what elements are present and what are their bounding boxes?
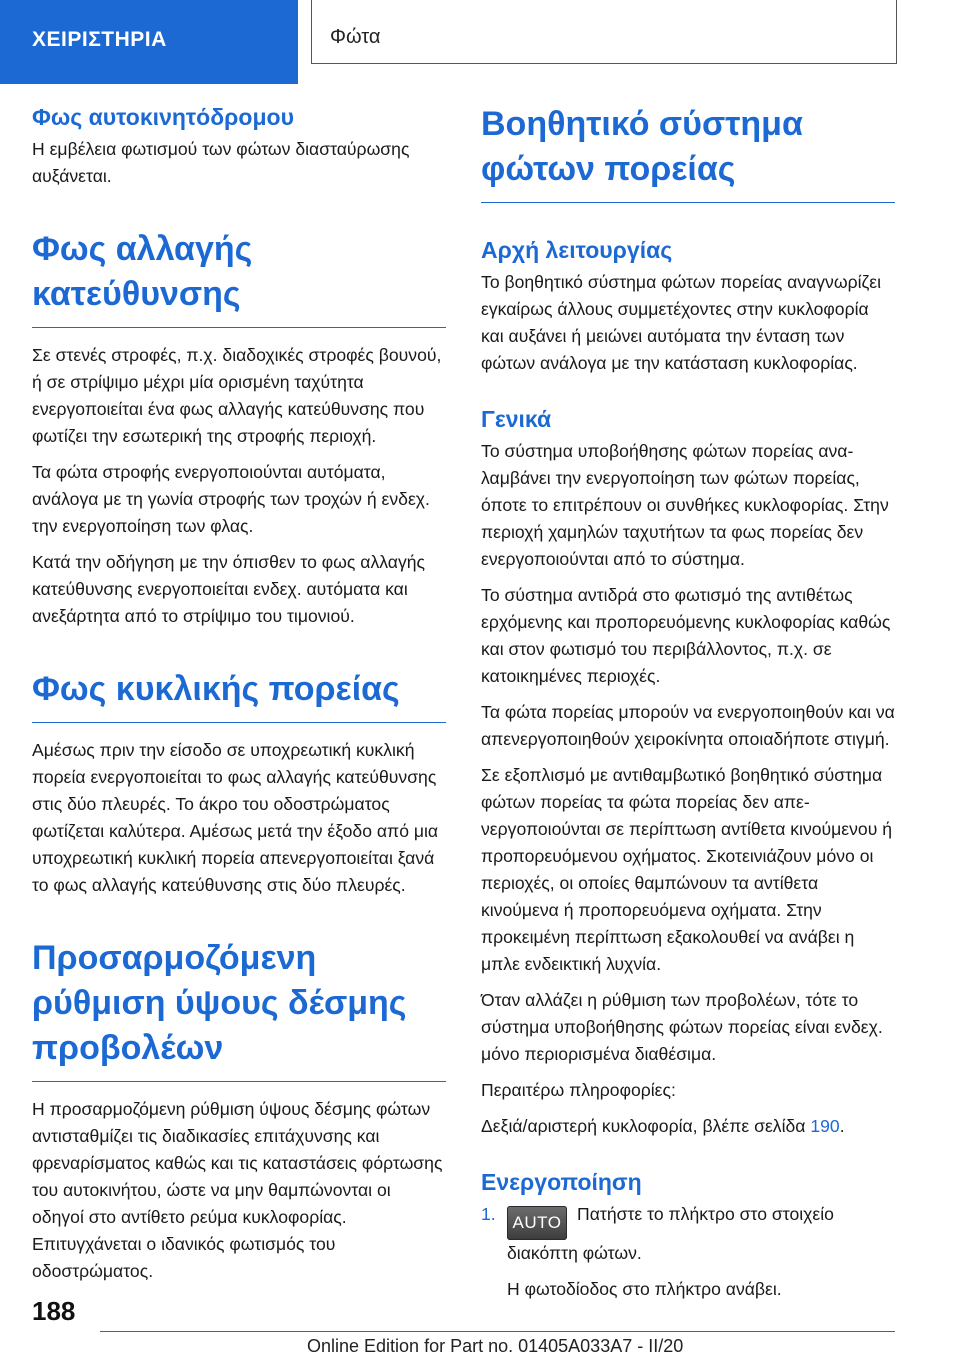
motorway-light-heading: Φως αυτοκινητόδρομου	[32, 104, 294, 130]
left-column	[32, 102, 446, 1294]
general-heading: Γενικά	[481, 406, 552, 432]
roundabout-light-text: Αμέσως πριν την είσοδο σε υποχρεωτική κυκλική πορεία ενεργοποιείται το φως αλλαγής κατεύθυνσης στις δύο πλευρές. Το άκρο του οδοστρώματος φωτίζεται καλύτερα. Αμέσως μετά την έξοδο από μια υποχρεωτική κυκλική πορεία απενεργοποιείται ξανά το φως αλλαγής κατεύθυνσης στις δύο πλευρές.	[32, 740, 439, 895]
general-text-6: Περαιτέρω πληροφορίες:	[481, 1080, 676, 1100]
general-text-3: Τα φώτα πορείας μπορούν να ενεργοποιηθούν και να απενεργοποιηθούν χειροκίνητα οποιαδήποτε στιγμή.	[481, 702, 895, 749]
step-note: Η φωτοδίοδος στο πλήκτρο ανάβει.	[507, 1279, 782, 1299]
turning-light-text-2: Τα φώτα στροφής ενεργοποιούνται αυτόματα, ανάλογα με τη γωνία στροφής των τροχών ή ενδεχ. την ενεργοποίηση των φλας.	[32, 462, 430, 536]
step-number: 1.	[481, 1204, 496, 1224]
principle-text: Το βοηθητικό σύστημα φώτων πορείας αναγνωρίζει εγκαίρως άλλους συμμετέχοντες στην κυκλοφορία και αυξάνει ή μειώνει αυτόματα την ένταση των φώτων ανάλογα με την κατάσταση κυκλοφορίας.	[481, 272, 882, 373]
step-instruction	[507, 1201, 895, 1267]
beam-adjustment-text: Η προσαρμοζόμενη ρύθμιση ύψους δέσμης φώτων αντισταθμίζει τις διαδικασίες επιτάχυνσης και φρεναρίσματος καθώς και τις καταστάσεις φόρτωσης του αυτοκινήτου, ώστε να μην θαμπώνονται οι οδηγοί στο αντίθετο ρεύμα κυκλοφορίας. Επιτυγχάνεται ο ιδανικός φωτισμός του οδοστρώματος.	[32, 1099, 443, 1281]
footer-divider	[100, 1331, 895, 1332]
auto-button-icon: AUTO	[507, 1206, 567, 1240]
high-beam-assistant-heading: Βοηθητικό σύστημα φώτων πορείας	[481, 102, 895, 203]
activation-heading: Ενεργοποίηση	[481, 1169, 642, 1195]
general-text-2: Το σύστημα αντιδρά στο φωτισμό της αντιθέτως ερχόμενης και προπορευόμενης κυκλοφορίας καθώς και στον φωτισμό του περιβάλλοντος, π.χ. σε κατοικημένες περιοχές.	[481, 585, 891, 686]
cross-reference-text: Δεξιά/αριστερή κυκλοφορία, βλέπε σελίδα	[481, 1116, 811, 1136]
beam-adjustment-heading: Προσαρμοζόμενη ρύθμιση ύψους δέσμης προβολέων	[32, 936, 446, 1082]
right-column	[481, 102, 895, 1312]
motorway-light-text: Η εμβέλεια φωτισμού των φώτων διασταύρωσης αυξάνεται.	[32, 139, 410, 186]
turning-light-text-3: Κατά την οδήγηση με την όπισθεν το φως αλλαγής κατεύθυνσης ενεργοποιείται ενδεχ. αυτόματα και ανεξάρτητα από το στρίψιμο του τιμονιού.	[32, 552, 426, 626]
section-tab	[311, 0, 897, 64]
page-number: 188	[32, 1296, 76, 1326]
section-title: Φώτα	[330, 26, 381, 48]
general-text-4: Σε εξοπλισμό με αντιθαμβωτικό βοηθητικό σύστημα φώτων πορείας τα φώτα πορείας δεν απενεργοποιούνται σε περίπτωση αντίθετα κινούμενου ή προπορευόμενου οχήματος. Σκοτεινιάζουν μόνο οι περιοχές, οι οποίες θαμπώνουν τα αντίθετα κινούμενα ή προπορευόμενα οχήματα. Στην προκειμένη περίπτωση εξακολουθεί να ανάβει η μπλε ενδεικτική λυχνία.	[481, 765, 893, 974]
footer-edition: Online Edition for Part no. 01405A033A7 - II/20	[307, 1336, 684, 1356]
general-text-5: Όταν αλλάζει η ρύθμιση των προβολέων, τότε το σύστημα υποβοήθησης φώτων πορείας είναι ενδεχ. μόνο περιορισμένα διαθέσιμα.	[481, 990, 883, 1064]
roundabout-light-heading: Φως κυκλικής πορείας	[32, 667, 446, 723]
general-text-1: Το σύστημα υποβοήθησης φώτων πορείας αναλαμβάνει την ενεργοποίηση των φώτων πορείας, όποτε το επιτρέπουν οι συνθήκες κυκλοφορίας. Στην περιοχή χαμηλών ταχυτήτων τα φως πορείας δεν ενεργοποιούνται από το σύστημα.	[481, 441, 889, 569]
chapter-title: ΧΕΙΡΙΣΤΗΡΙΑ	[32, 28, 167, 51]
page-190-link[interactable]: 190	[810, 1116, 840, 1136]
cross-reference-end: .	[839, 1116, 845, 1136]
chapter-tab[interactable]	[0, 0, 298, 84]
turning-light-text-1: Σε στενές στροφές, π.χ. διαδοχικές στροφές βουνού, ή σε στρίψιμο μέχρι μία ορισμένη ταχύτητα ενεργοποιείται ένα φως αλλαγής κατεύθυνσης που φωτίζει την εσωτερική της στροφής περιοχή.	[32, 345, 442, 446]
cross-reference	[481, 1113, 895, 1140]
activation-step-1	[481, 1201, 895, 1303]
turning-light-heading: Φως αλλαγής κατεύθυνσης	[32, 227, 446, 328]
step-instruction-text: Πατήστε το πλήκτρο στο στοιχείο διακόπτη φώτων.	[507, 1204, 834, 1263]
principle-heading: Αρχή λειτουργίας	[481, 237, 673, 263]
